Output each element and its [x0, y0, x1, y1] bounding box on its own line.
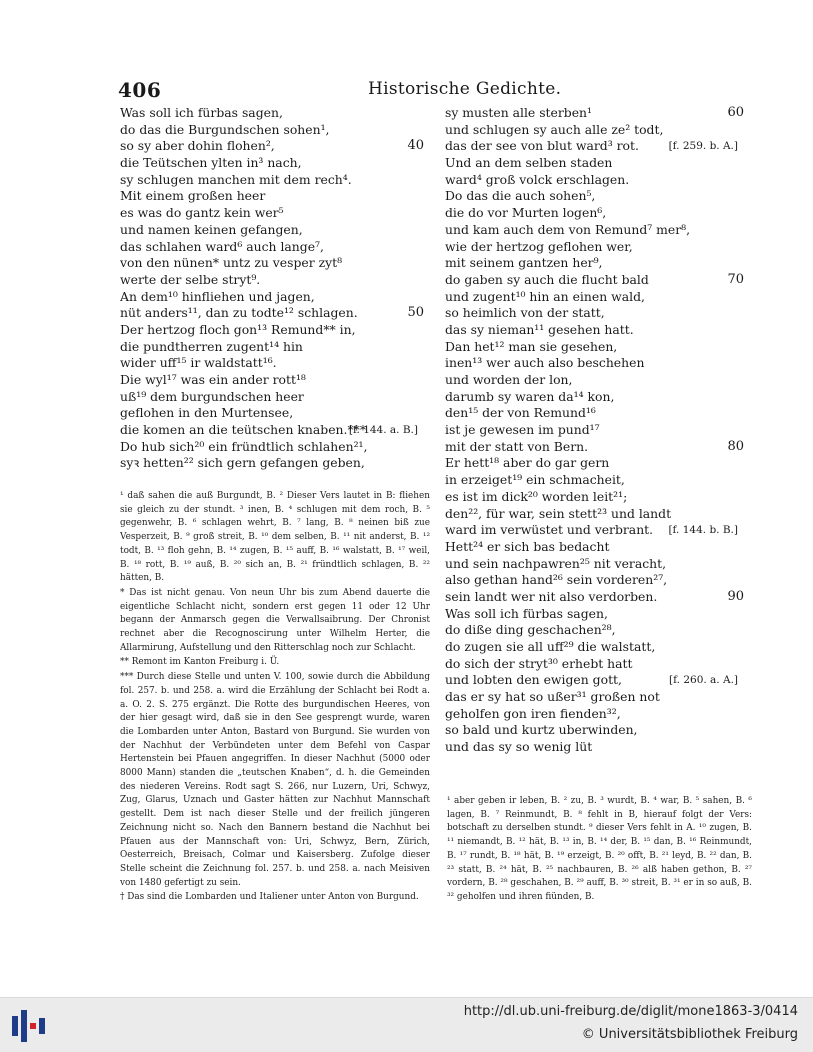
library-logo-icon [8, 1006, 48, 1046]
verse-text: in erzeiget¹⁹ ein schmacheit, [445, 472, 625, 488]
folio-reference: [f. 144. b. B.] [668, 524, 738, 537]
verse-text: sy musten alle sterben¹ [445, 105, 593, 120]
verse-line [120, 405, 430, 422]
verse-text: von den nünen* untz zu vesper zyt⁸ [120, 255, 343, 271]
verse-text: es ist im dick²⁰ worden leit²¹; [445, 488, 628, 504]
verse-text: mit seinem gantzen her⁹, [445, 255, 603, 271]
verse-line [445, 622, 750, 639]
verse-line [445, 589, 750, 606]
verse-line [445, 639, 750, 656]
folio-reference: [f. 260. a. A.] [669, 674, 738, 687]
verse-text: und worden der lon, [445, 372, 573, 387]
verse-text: Do das die auch sohen⁵, [445, 188, 596, 204]
verse-line [445, 305, 750, 322]
verse-text: das der see von blut ward³ rot. [445, 138, 639, 154]
verse-text: es was do gantz kein wer⁵ [120, 205, 284, 221]
verse-line [120, 355, 430, 372]
verse-line [120, 239, 430, 256]
footnote: ¹ daß sahen die auß Burgundt, B. ² Dieser Vers lautet in B: fliehen sie gleich zu der stundt. ³ inen, B. ⁴ schlugen mit dem roch, B. ⁵ gegenwehr, B. ⁶ schlagen wehrt, B. ⁷ lang, B. ⁸ neinen biß zue Vesperzeit, B. ⁹ groß streit, B. ¹⁰ dem selben, B. ¹¹ nit anderst, B. ¹² todt, B. ¹³ floh gehn, B. ¹⁴ zugen, B. ¹⁵ auff, B. ¹⁶ walstatt, B. ¹⁷ weil, B. ¹⁸ rott, B. ¹⁹ auß, B. ²⁰ sich an, B. ²¹ fründtlich schlagen, B. ²² hätten, B. [120, 491, 430, 584]
verse-text: ward im verwüstet und verbrant. [445, 522, 654, 538]
verse-line [445, 405, 750, 422]
verse-text: die pundtherren zugent¹⁴ hin [120, 338, 303, 354]
verse-line [445, 339, 750, 356]
verse-text: Er hett¹⁸ aber do gar gern [445, 455, 610, 471]
verse-line [445, 389, 750, 406]
verse-text: und namen keinen gefangen, [120, 221, 303, 237]
verse-line [120, 205, 430, 222]
verse-text: nüt anders¹¹, dan zu todte¹² schlagen. [120, 305, 358, 321]
verse-line [445, 372, 750, 389]
verse-line [120, 339, 430, 356]
footnote: *** Durch diese Stelle und unten V. 100, sowie durch die Abbildung fol. 257. b. und 258. a. wird die Erzählung der Schlacht bei Rodt a. a. O. 2. S. 275 ergänzt. Die Rotte des burgundischen Heeres, von der hier gesagt wird, daß sie in den See gesprengt wurde, waren die Lombarden unter Anton, Bastard von Burgund. Sie wurden von der Nachhut der Verbündeten unter dem Befehl von Caspar Hertenstein bei Pfauen angegriffen. In dieser Nachhut (5000 oder 8000 Mann) standen die „teutschen Knaben“, d. h. die Gemeinden des niederen Vereins. Rodt sagt S. 266, nur Luzern, Uri, Schwyz, Zug, Glarus, Uznach und Gaster hätten zur Nachhut Mannschaft gestellt. Dem ist nach dieser Stelle und der freilich jüngeren Zeichnung nicht so. Nach den Bannern bestand die Nachhut bei Pfauen aus der Mannschaft von: Uri, Schwyz, Bern, Zürich, Oesterreich, Breisach, Colmar und Kaisersberg. Zufolge dieser Stelle scheint die Zeichnung fol. 257. b. und 258. a. nach Meisiven von 1480 gefertigt zu sein. [120, 672, 430, 888]
verse-text: do diße ding geschachen²⁸, [445, 622, 616, 638]
verse-text: den¹⁵ der von Remund¹⁶ [445, 405, 596, 421]
verse-text: so heimlich von der statt, [445, 305, 605, 321]
line-number: 60 [727, 105, 744, 120]
verse-line [445, 188, 750, 205]
verse-line [445, 539, 750, 556]
verse-line [445, 422, 750, 439]
verse-text: das schlahen ward⁶ auch lange⁷, [120, 238, 324, 254]
verse-line [445, 439, 750, 456]
verse-text: und lobten den ewigen gott, [445, 672, 622, 688]
viewer-footer [0, 997, 813, 1052]
verse-line [445, 672, 750, 689]
verse-text: syꝛ hetten²² sich gern gefangen geben, [120, 455, 365, 471]
verse-line [120, 172, 430, 189]
verse-line [120, 155, 430, 172]
verse-line [445, 572, 750, 589]
verse-line [445, 255, 750, 272]
verse-line [120, 289, 430, 306]
verse-text: inen¹³ wer auch also beschehen [445, 355, 645, 371]
verse-line [120, 122, 430, 139]
verse-line [120, 389, 430, 406]
verse-line [445, 556, 750, 573]
verse-text: also gethan hand²⁶ sein vorderen²⁷, [445, 572, 668, 588]
verse-text: Hett²⁴ er sich bas bedacht [445, 538, 610, 554]
verse-text: ist je gewesen im pund¹⁷ [445, 422, 600, 438]
copyright-notice: © Universitätsbibliothek Freiburg [581, 1027, 798, 1042]
verse-line [445, 239, 750, 256]
verse-text: so sy aber dohin flohen², [120, 138, 275, 154]
running-title: Historische Gedichte. [368, 79, 562, 99]
folio-reference: [f. 259. b. A.] [668, 140, 738, 153]
verse-line [445, 606, 750, 623]
verse-text: wie der hertzog geflohen wer, [445, 238, 633, 254]
verse-text: do sich der stryt³⁰ erhebt hatt [445, 655, 633, 671]
verse-line [445, 272, 750, 289]
verse-line [445, 105, 750, 122]
verse-line [120, 305, 430, 322]
verse-text: Was soll ich fürbas sagen, [120, 105, 283, 120]
verse-text: sein landt wer nit also verdorben. [445, 588, 658, 604]
verse-text: An dem¹⁰ hinfliehen und jagen, [120, 288, 315, 304]
verse-line [120, 138, 430, 155]
verse-line [120, 255, 430, 272]
footnote: ** Remont im Kanton Freiburg i. Ü. [120, 657, 280, 668]
verse-line [120, 188, 430, 205]
verse-text: ward⁴ groß volck erschlagen. [445, 171, 630, 187]
verse-line [445, 522, 750, 539]
verse-text: Der hertzog floch gon¹³ Remund** in, [120, 321, 356, 337]
verse-line [445, 289, 750, 306]
verse-line [445, 706, 750, 723]
verse-text: Und an dem selben staden [445, 155, 613, 171]
verse-text: das sy nieman¹¹ gesehen hatt. [445, 321, 634, 337]
verse-text: so bald und kurtz uberwinden, [445, 722, 638, 738]
footnotes-left [120, 490, 430, 905]
verse-line [445, 322, 750, 339]
poem-column-right [445, 105, 750, 756]
line-number: 40 [407, 138, 424, 154]
verse-text: Do hub sich²⁰ ein fründtlich schlahen²¹, [120, 438, 368, 454]
verse-line [120, 272, 430, 289]
verse-text: Dan het¹² man sie gesehen, [445, 338, 618, 354]
verse-line [445, 155, 750, 172]
verse-line [445, 355, 750, 372]
verse-text: das er sy hat so ußer³¹ großen not [445, 689, 660, 705]
line-number: 80 [727, 438, 744, 454]
verse-text: sy schlugen manchen mit dem rech⁴. [120, 171, 352, 187]
verse-text: und schlugen sy auch alle ze² todt, [445, 121, 664, 137]
verse-line [445, 689, 750, 706]
verse-line [120, 439, 430, 456]
line-number: 90 [727, 588, 744, 604]
verse-text: do gaben sy auch die flucht bald [445, 271, 649, 287]
verse-line [445, 172, 750, 189]
verse-text: werte der selbe stryt⁹. [120, 271, 261, 287]
verse-text: den²², für war, sein stett²³ und landt [445, 505, 672, 521]
poem-column-left [120, 105, 430, 472]
line-number: 70 [727, 271, 744, 287]
verse-text: Was soll ich fürbas sagen, [445, 605, 608, 621]
verse-line [445, 506, 750, 523]
verse-line [120, 105, 430, 122]
verse-line [445, 472, 750, 489]
verse-line [445, 722, 750, 739]
footnote: † Das sind die Lombarden und Italiener unter Anton von Burgund. [120, 892, 419, 903]
verse-line [120, 222, 430, 239]
verse-line [120, 372, 430, 389]
footnotes-right [447, 795, 752, 905]
verse-line [445, 205, 750, 222]
verse-line [120, 455, 430, 472]
verse-text: die Teütschen ylten in³ nach, [120, 155, 302, 171]
verse-text: und kam auch dem von Remund⁷ mer⁸, [445, 221, 691, 237]
verse-line [445, 122, 750, 139]
footnote: * Das ist nicht genau. Von neun Uhr bis zum Abend dauerte die eigentliche Schlacht nicht, sondern erst gegen 11 oder 12 Uhr begann der Anmarsch gegen die Verwallsaibrung. Der Chronist rechnet aber die Recognoscirung unter Wilhelm Herter, die Allarmirung, Aufstellung und den Ritterschlag noch zur Schlacht. [120, 587, 430, 653]
permalink-url[interactable]: http://dl.ub.uni-freiburg.de/diglit/mone1863-3/0414 [463, 1004, 798, 1019]
verse-text: mit der statt von Bern. [445, 438, 589, 454]
verse-text: die komen an die teütschen knaben.*** [120, 422, 367, 438]
verse-text: und sein nachpawren²⁵ nit veracht, [445, 555, 667, 571]
verse-text: geholfen gon iren fienden³², [445, 705, 621, 721]
verse-line [445, 739, 750, 756]
verse-text: darumb sy waren da¹⁴ kon, [445, 388, 615, 404]
verse-line [445, 489, 750, 506]
verse-line [445, 656, 750, 673]
verse-text: wider uff¹⁵ ir waldstatt¹⁶. [120, 355, 277, 371]
verse-text: geflohen in den Murtensee, [120, 405, 294, 421]
verse-line [120, 322, 430, 339]
verse-text: uß¹⁹ dem burgundschen heer [120, 388, 304, 404]
folio-reference: [f. 144. a. B.] [348, 424, 418, 437]
verse-text: und das sy so wenig lüt [445, 739, 593, 755]
verse-text: do zugen sie all uff²⁹ die walstatt, [445, 639, 656, 654]
footnote: ¹ aber geben ir leben, B. ² zu, B. ³ wurdt, B. ⁴ war, B. ⁵ sahen, B. ⁶ lagen, B. ⁷ Reinmundt, B. ⁸ fehlt in B, hierauf folgt der Vers: botschaft zu derselben stundt. ⁹ dieser Vers fehlt in A. ¹⁰ zugen, B. ¹¹ niemandt, B. ¹² hät, B. ¹³ in, B. ¹⁴ der, B. ¹⁵ dan, B. ¹⁶ Reinmundt, B. ¹⁷ rundt, B. ¹⁸ hät, B. ¹⁹ erzeigt, B. ²⁰ offt, B. ²¹ leyd, B. ²² dan, B. ²³ statt, B. ²⁴ hät, B. ²⁵ nachbauren, B. ²⁶ alß haben gethon, B. ²⁷ vordern, B. ²⁸ geschahen, B. ²⁹ auff, B. ³⁰ streit, B. ³¹ er in so auß, B. ³² geholfen und ihren fiünden, B. [447, 796, 752, 902]
verse-text: Die wyl¹⁷ was ein ander rott¹⁸ [120, 372, 306, 387]
page-number: 406 [118, 78, 162, 102]
verse-text: Mit einem großen heer [120, 188, 266, 204]
verse-line [445, 222, 750, 239]
page-header [118, 78, 758, 100]
verse-line [120, 422, 430, 439]
verse-text: die do vor Murten logen⁶, [445, 205, 607, 221]
verse-line [445, 455, 750, 472]
line-number: 50 [407, 305, 424, 321]
verse-line [445, 138, 750, 155]
verse-text: do das die Burgundschen sohen¹, [120, 121, 330, 137]
verse-text: und zugent¹⁰ hin an einen wald, [445, 288, 645, 304]
